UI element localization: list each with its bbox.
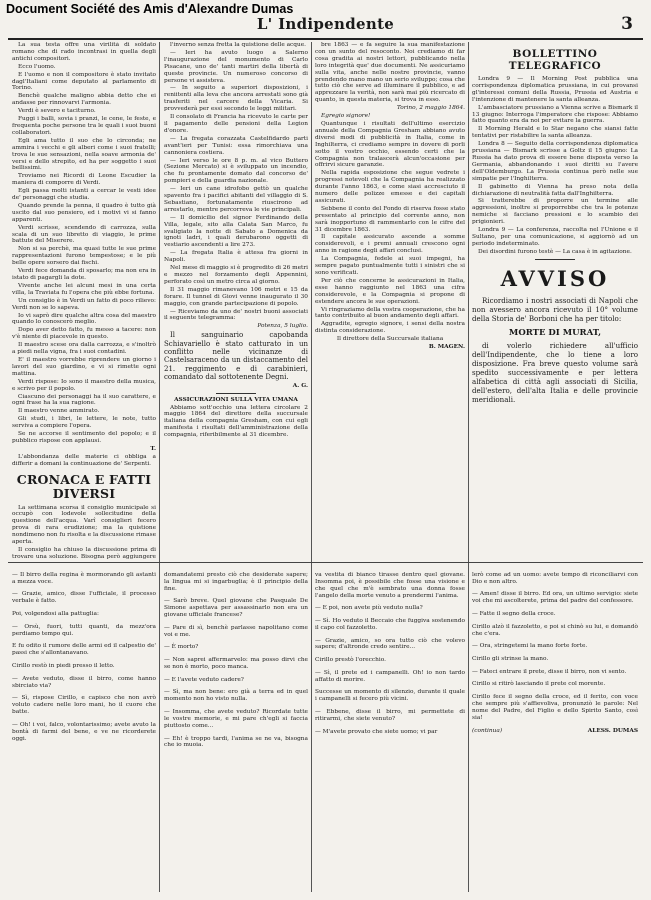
article-paragraph: Verdi rispose: Io sono il maestro della musica, e scrivo per il popolo. [12,378,156,392]
feuilleton-paragraph: — Ebbene, disse il birro, mi permettete di ritirarmi, che siete venuto? [315,709,465,722]
insurance-letter [315,121,465,335]
page-number: 3 [621,14,633,34]
letter-paragraph: Il capitale assicurato ascende a somme considerevoli, e i premi annuali crescono ogni anno in ragione degli affari conclusi. [315,234,465,255]
notice-paragraph: Ricordiamo i nostri associati di Napoli che non avessero ancora ricevuto il 10° volume della Storia de' Borboni che ha per titolo: [472,295,638,323]
feuilleton-paragraph: — Sarò breve. Quel giovane che Pasquale De Simone aspettava per assassinarlo non era un giovane ufficiale francese? [164,598,308,619]
column-separator [468,42,469,892]
feuilleton-paragraph: — Ora, stringetemi la mano forte forte. [472,643,588,650]
news-paragraph: Il 31 maggio rimanevano 106 metri e 15 da forare. Il tunnel di Giovi venne inaugurato il 30 maggio, con grande partecipazione di popolo. [164,286,308,307]
feuilleton-paragraph: — Sì, il prete ed i campanelli. Oh! io non tardo affatto di morire. [315,669,465,683]
insurance-heading: ASSICURAZIONI SULLA VITA UMANA [174,396,298,403]
letter-greeting: Egregio signore! [321,113,371,120]
feuilleton-paragraph: Cirillo fece il segno della croce, ed il ferito, con voce che sempre più s'affievoliva, pronunziò le parole: Nel nome del Padre, del Figlio e dello Spirito Santo, così sia! [472,694,638,721]
article-paragraph: Verdi fece domanda di sposarlo; ma non era in istato di pagargli la dote. [12,268,156,281]
telegram-item: Londra 8 — Seguito della corrispondenza diplomatica prussiana — Bismark scrisse a Goltz il 15 giugno: La Russia ha dato prova di essere bene disposta verso la Germania, abbandonando i suoi diritti su l'avere dell'Oldemburgo. La Prussia continua però nelle sue simpatie per l'Inghilterra. [472,141,638,182]
article-paragraph: La sua testa offre una virilità di soldato romano che di rado incontrasi in quella degli antichi compositori. [12,42,156,62]
feuilleton-paragraph: — Orsù, fuori, tutti quanti, da mezz'ora perdiamo tempo qui. [12,623,156,637]
letter-dateline: Torino, 2 maggio 1864. [396,105,465,112]
article-paragraph: Quando prende la penna, il quadro è tutto già uscito dal suo pensiero, ed i motivi vi si fanno apparenti. [12,202,156,223]
feuilleton-paragraph: — Pare di sì, benchè parlasse napolitano come voi e me. [164,624,308,638]
feuilleton-column-4 [472,566,638,892]
masthead-rule [8,38,643,40]
telegram-item: Il gabinetto di Vienna ha preso nota della dichiarazione di neutralità fatta dall'Inghilterra. [472,183,638,197]
feuilleton-author: ALESS. DUMAS [587,727,638,734]
letter-paragraph: Sebbene il conto del Fondo di riserva fosse stato presentato al principio del corrente anno, non sarà inopportuno di rammentarlo con le cifre del 31 dicembre 1863. [315,205,465,233]
column-1 [12,42,156,560]
notice-title: AVVISO [500,265,610,291]
telegraphic-bulletin [472,76,638,256]
feuilleton-paragraph: — Fateci entrare il prete, disse il birro, non vi sento. [472,668,627,675]
article-paragraph: Io vi saprò dire qualche altra cosa del maestro quando lo conoscerò meglio. [12,312,156,326]
column-1-article [12,42,156,445]
telegram-item: Il Morning Herald e lo Star negano che siansi fatte tentativi per ristabilire la santa alleanza. [472,126,638,140]
article-paragraph: E' il maestro vorrebbe riprendere un giorno i lavori del suo giardino, e vi si rimette ogni mattina. [12,356,156,377]
letter-paragraph: Quantunque i risultati dell'ultimo esercizio annuale della Compagnia Gresham abbiano avuto diversi modi di pubblicità in Italia, come in Inghilterra, ci crediamo sempre in dovere di porli sotto il vostro occhio, essendo certi che la Compagnia non tralascerà alcun'occasione per offrirvi sicure garanzie. [315,120,465,169]
insurance-intro: bre 1863 — e fa seguire la sua manifestazione con un sunto del resoconto. Noi crediamo di far cosa gradita ai nostri lettori, pubblicando nella loro integrità que' due documenti. Ne assicuriamo sulla vita, anche nelle nostre provincie, vanno prendendo mano mano un serio sviluppo; cosa che tutto ciò che serve ad illuminare il pubblico, e ad apprezzare la verità, non sarà mai più ricercato di quanto, in questa materia, si trova in esso. [315,42,465,104]
telegram-item: Londra 9 — La conferenza, raccolta nel l'Unione e il Sultano, per una comunicazione, si aggiornò ad un periodo indeterminato. [472,227,638,247]
feuilleton-paragraph: — È morto? [164,644,199,651]
column-separator [159,42,160,892]
article-paragraph: Troviamo nei Ricordi di Leone Escudier la maniera di comporre di Verdi. [12,173,156,187]
telegram-dateline: Potenza, 5 luglio. [257,323,308,330]
news-paragraph: — Ieri verso le ore 8 p. m. al vico Buttero (Sezione Mercato) si è sviluppato un incendio, che fu prontamente domato dal concorso de' pompieri e della guardia nazionale. [164,157,308,185]
column-4 [472,42,638,560]
feuilleton-paragraph: — Amen! disse il birro. Ed ora, un ultimo servigio: siete voi che mi ascolterete, prima del padre del confessore. [472,591,638,605]
article-paragraph: Fuggi i balli, sovia i pranzi, le cene, le feste, e frequenta poche persone tra le quali i suoi buoni collaboratori. [12,116,156,136]
article-paragraph: Egli ama tutto il suo che lo circonda; ne ammira i vecchi e gli alberi come i suoi fratelli; trova le sue sensazioni, nella soave armonia de' versi e dello strepito, ed ha per soggetto i suoi bellissimi. [12,137,156,172]
divider [216,393,256,394]
telegram-item: Si tratterebbe di proporre un termine alle aggressioni, inoltre si proporrebbe che tra le potenze nemiche si facciano pressioni e lo scambio dei prigionieri. [472,198,638,226]
column-2-news [164,42,308,322]
feuilleton-paragraph: — Grazie, amico, so ora tutto ciò che volevo sapere; d'altronde credo sentire... [315,637,465,651]
cronaca-paragraph: Il consiglio ha chiuso la discussione prima di trovare una soluzione. Bisogna però aggiungere [12,547,156,560]
news-paragraph: — Il domicilio del signor Ferdinando della Villa, legale, sito alla Calata San Marco, fu svaligiato la notte di Sabato a Domenica da ignoti ladri, i quali derubarono oggetti di vestiario ascendenti a lire 273. [164,214,308,249]
news-paragraph: — La fregata Italia è attesa fra giorni in Napoli. [164,250,308,264]
feuilleton-paragraph: — Sì, rispose Cirillo, e capisco che non avrò voluto cadere nelle loro mani, ho il cuore che batte. [12,695,156,716]
news-paragraph: — Riceviamo da uno de' nostri buoni associati il seguente telegramma: [164,308,308,322]
feuilleton-paragraph: — M'avete provato che siete uomo; vi par [315,728,438,735]
feuilleton-paragraph: — Sì, ma non bene: ero già a terra ed in quel momento non ho visto nulla. [164,689,308,703]
cronaca-article [12,505,156,560]
article-paragraph: Vivente anche lei alcuni mesi in una certa villa, la Traviata fu l'opera che più ebbe fortuna. [12,282,156,296]
feuilleton-continued [472,728,638,735]
article-paragraph: Verdi è severo e taciturno. [18,108,96,115]
news-paragraph: — Ieri un cane idrofobo gettò un qualche spavento fra i pacifici abitanti del villaggio di S. Sebastiano, fortunatamente riuscirono ad arrestarlo, mentre percorreva le vie principali. [164,186,308,213]
feuilleton-paragraph: — Il birro della regina è mormorando gli astanti a mezza voce. [12,571,156,585]
letter-paragraph: Per ciò che concerne le assicurazioni in Italia, esse hanno raggiunto nel 1863 una cifra considerevole, e la Compagnia si propone di estendere ancora le sue operazioni. [315,277,465,305]
feuilleton-separator [8,562,643,563]
continued-label: (continua) [472,727,503,734]
feuilleton-paragraph: — Avete veduto, disse il birro, come hanno sbirciato via? [12,675,156,689]
telegram-item: L'ambasciatore prussiano a Vienna scrive a Bismark il 13 giugno: Interroga l'imperatore che rispose: Abbiamo fatto quanto era da noi per evitare la guerra. [472,104,638,125]
letter-paragraph: La Compagnia, fedele ai suoi impegni, ha sempre pagato puntualmente tutti i sinistri che si sono verificati. [315,256,465,276]
editorial-note: L'abbondanza delle materie ci obbliga a differir a domani la continuazione de' Serpenti. [12,453,156,467]
article-paragraph: Verdi scrisse, scendendo di carrozza, sulla scala di un suo libretto di viaggio, le prime battute del Miserere. [12,224,156,245]
feuilleton-column-1 [12,566,156,892]
article-paragraph: Benchè qualche maligno abbia detto che ei andasse per rinnovarvi l'armonia. [12,93,156,107]
feuilleton-paragraph: — Grazie, amico, disse l'ufficiale, il processo verbale è fatto. [12,591,156,605]
feuilleton-paragraph: Cirillo restò in piedi presso il letto. [12,662,115,669]
feuilleton-column-2 [164,566,308,892]
letter-paragraph: Aggradite, egregio signore, i sensi della nostra distinta considerazione. [315,321,465,335]
feuilleton-paragraph: — Fatte il segno della croce. [472,611,556,618]
feuilleton-column-3 [315,566,465,892]
feuilleton-paragraph: Poi, volgendosi alla pattuglia: [12,611,99,618]
article-paragraph: Il maestro scese ora dalla carrozza, e s'inoltrò a piedi nella vigna, fra i suoi contadini. [12,342,156,356]
column-2 [164,42,308,560]
telegram-text: Il sanguinario capobanda Schiavariello è stato catturato in un conflitto nelle vicinanze di Castelsaraceno da un distaccamento del 21. reggimento e di carabinieri, comandato dal sottotenente Degni. [164,331,308,382]
article-paragraph: Gli studi, i libri, le lettere, le note, tutto serviva a compiere l'opera. [12,416,156,430]
feuilleton-paragraph: — Non saprei affermarvelo: ma posso dirvi che se non è morto, poco manca. [164,657,308,671]
divider [535,259,575,260]
feuilleton-paragraph: lerò come ad un uomo: avete tempo di riconciliarvi con Dio e non altro. [472,571,638,585]
telegram-item: Londra 9 — Il Morning Post pubblica una corrispondenza diplomatica prussiana, in cui provansi gl'interessi comuni della Russia, Prussia ed Austria e l'intenzione di mantenere la santa alleanza. [472,76,638,103]
article-paragraph: Ecco l'uomo. [18,63,56,70]
telegram-item: Dei disordini furono testè — La casa è in agitazione. [478,248,632,255]
insurance-text: Abbiamo sott'occhio una lettera circolare 2 maggio 1864 del direttore della succursale italiana della compagnia Gresham, con cui egli manifesta i risultati dell'amministrazione della compagnia, riferibilmente al 31 dicembre. [164,404,308,439]
section-title: CRONACA E FATTI DIVERSI [16,471,152,501]
news-paragraph: — In seguito a superiori disposizioni, i reniitenti alla leva che ancora arrestati sono già trasferiti nel carcere della Vicaria. Si provvederà per essi secondo le leggi militari. [164,85,308,113]
news-paragraph: Nel mese di maggio si è progredito di 26 metri e mezzo nel forzamento degli Appennini, perforato così un metro circa al giorno. [164,265,308,285]
cronaca-paragraph: La settimana scorsa il consiglio municipale si occupò con lodevole sollecitudine della questione dell'acqua. Varî consiglieri fecero prova di rara erudizione; ma la quistione nondimeno non fu risolta e la discussione rimase aperta. [12,504,156,546]
telegraphic-bulletin-title: BOLLETTINO TELEGRAFICO [508,48,602,72]
article-paragraph: Ciascuno dei personaggi ha il suo carattere, e ogni frase ha la sua ragione. [12,393,156,407]
feuilleton-paragraph: E fu odito il rumore delle armi ed il calpestio de' passi che s'allontanavano. [12,643,156,657]
feuilleton-paragraph: domandatemi presto ciò che desiderate sapere; la lingua mi si ingarbuglia; è il principio della fine. [164,571,308,592]
news-paragraph: Il consolato di Francia ha ricevuto le carte per il pagamento delle pensioni della Legion d'onore. [164,114,308,134]
telegram-signature: A. G. [292,382,308,389]
article-paragraph: Un consiglio è in Verdi un fatto di poco rilievo: Verdi non se lo sapeva. [12,297,156,311]
article-paragraph: Egli passa molti istanti a cercar le vesti idee de' personaggi che studia. [12,188,156,202]
article-paragraph: Non si sa perchè, ma quasi tutte le sue prime rappresentazioni furono tempestose; e le più belle opere sorsero dai fischi. [12,246,156,267]
feuilleton-paragraph: — Oh! i voi, falco, volontarissimo; avete avuto la bontà di farmi del bene, e ve ne ricorderete oggi. [12,721,156,742]
feuilleton-paragraph: Cirillo si ritirò lasciando il prete col morente. [472,681,606,688]
letter-paragraph: Vi ringraziamo della vostra cooperazione, che ha tanto contribuito al buon andamento degli affari. [315,306,465,320]
newspaper-masthead [0,14,651,36]
article-paragraph: Dopo aver detto fatto, fu messo a tacere: non v'è niente di piacevole in questo. [12,327,156,341]
column-separator [311,42,312,892]
book-title: MORTE DI MURAT, [508,327,602,338]
article-paragraph: E l'uomo e non il compositore è stato invitato dagl'Italiani come deputato al parlamento di Torino. [12,71,156,92]
feuilleton-paragraph: Cirillo gli strinse la mano. [472,656,549,663]
letter-closing: Il direttore della Succursale italiana [336,336,444,343]
letter-signature: B. MAGEN. [428,344,465,351]
news-paragraph: — Ieri ha avuto luogo a Salerno l'inaugurazione del monumento di Carlo Pisacane, uno de' tanti martiri della libertà di queste provincie. Un numeroso concorso di persone vi assisteva. [164,49,308,84]
document-source-label: Document Société des Amis d'Alexandre Dumas [6,2,294,16]
column-3 [315,42,465,560]
feuilleton-paragraph: — E poi, non avete più veduto nulla? [315,605,423,612]
news-paragraph: l'inverno senza fretta la quistione delle acque. [170,42,307,48]
article-paragraph: Se ne accorse il sentimento del popolo; e il pubblico rispose con applausi. [12,431,156,444]
feuilleton-paragraph: Cirillo prestò l'orecchio. [315,657,386,664]
feuilleton-paragraph: va vestita di bianco tirasse dentro quel giovane. Insomma poi, è possibile che fosse una visione e che quel che m'è sembrato una donna fosse l'angelo della morte venuto a prendermi l'anima. [315,571,465,599]
article-paragraph: Il maestro venne ammirato. [18,408,100,415]
feuilleton-paragraph: — Insomma, che avete veduto? Ricordate tutte le vostre memorie, e mi pare ch'egli si faccia piuttosto come... [164,709,308,729]
letter-paragraph: Nella rapida esposizione che segue vedrete i progressi notevoli che la Compagnia ha realizzato durante l'anno 1863, e come siasi accresciuto il numero delle polizze emesse e dei capitali assicurati. [315,170,465,204]
feuilleton-paragraph: — Eh! è troppo tardi, l'anima se ne va, bisogna che io muoia. [164,735,308,749]
newspaper-title: L' Indipendente [256,15,395,33]
notice-paragraph: di volerlo richiedere all'ufficio dell'Indipendente, che lo tiene a loro disposizione. Fra breve questo volume sarà spedito successivamente e per lettera alfabetica di città agli associati di Sicilia, dell'estero, dell'alta Italia e delle provincie meridionali. [472,340,638,404]
news-paragraph: — La fregata corazzata Castelfidardo parti avant'ieri per Tunisi: essa rimorchiava una cannoniera costiera. [164,135,308,156]
feuilleton-paragraph: — E l'avete veduto cadere? [164,676,244,683]
notice-body [472,296,638,404]
feuilleton-paragraph: Successe un momento di silenzio, durante il quale i campanelli si fecero più vicini. [315,689,465,703]
feuilleton-paragraph: — Sì. Ho veduto il Beccaio che fuggiva sostenendo il capo col fazzoletto. [315,617,465,631]
feuilleton-paragraph: Cirillo alzò il fazzoletto, e poi si chinò su lui, e domandò che c'era. [472,623,638,637]
article-signature: T. [150,445,156,452]
